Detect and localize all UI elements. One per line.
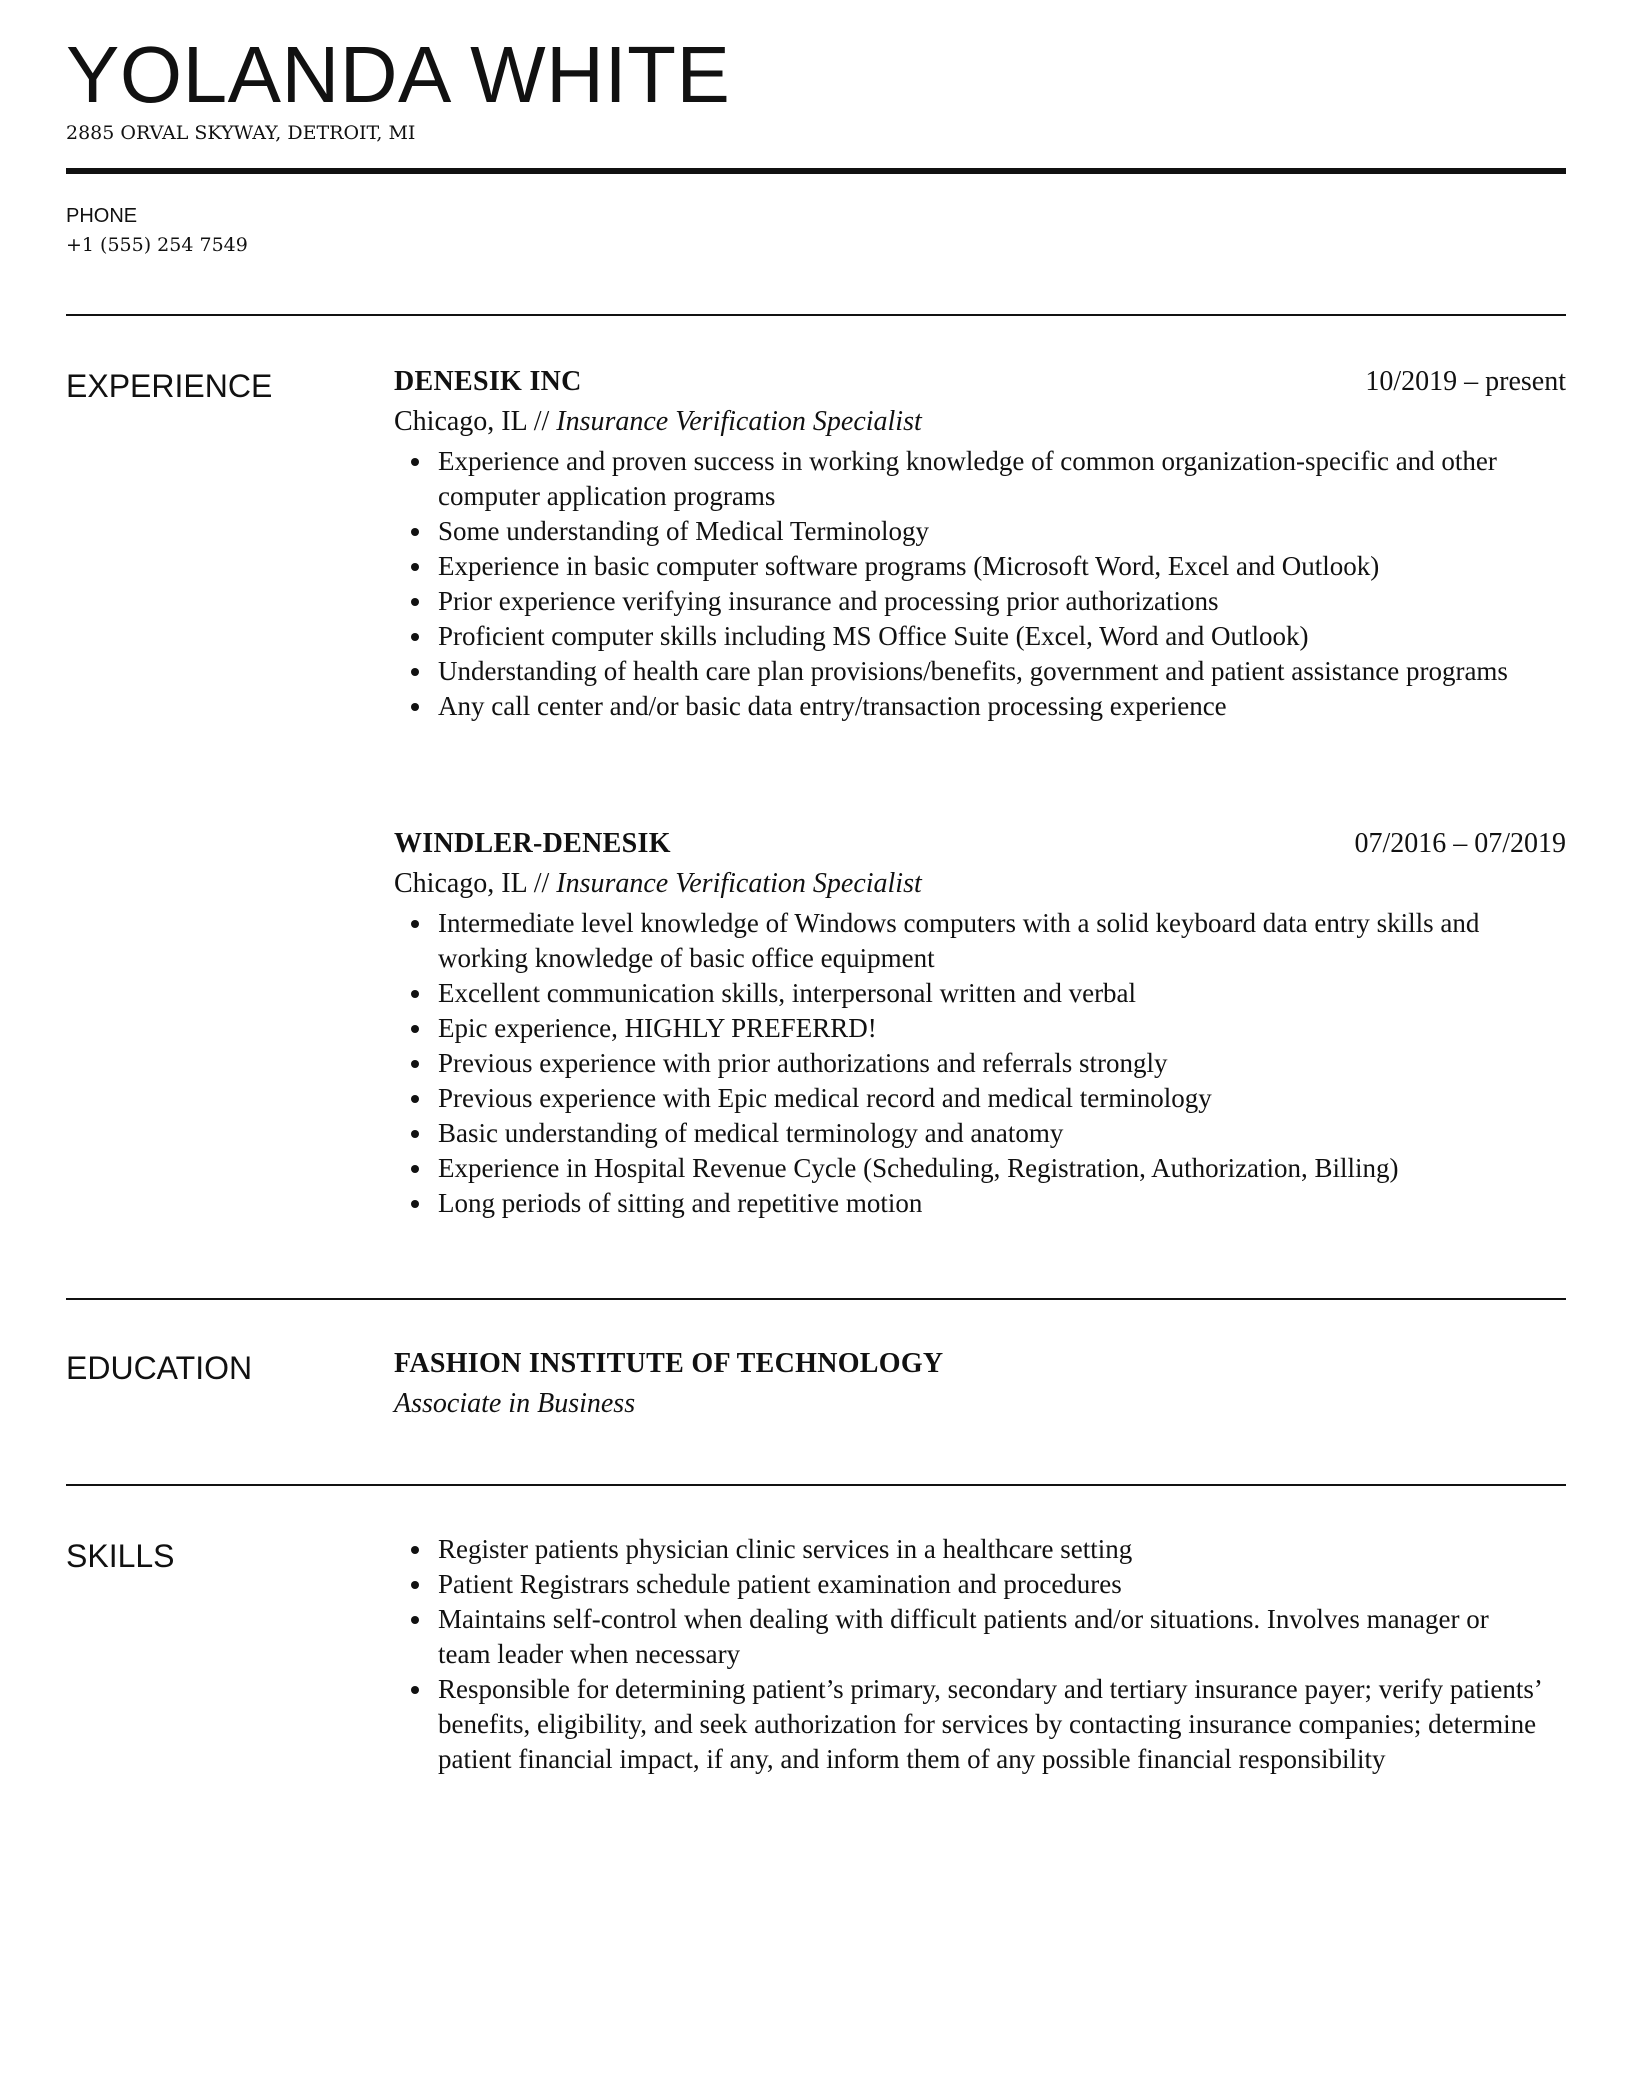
job-bullet: Epic experience, HIGHLY PREFERRD! bbox=[438, 1011, 1566, 1046]
skills-list bbox=[394, 1532, 1566, 1777]
experience-content bbox=[394, 362, 1566, 724]
education-heading: EDUCATION bbox=[66, 1350, 253, 1386]
phone-number: +1 (555) 254 7549 bbox=[66, 234, 248, 256]
school-name: FASHION INSTITUTE OF TECHNOLOGY bbox=[394, 1348, 944, 1379]
skill-item: Patient Registrars schedule patient examination and procedures bbox=[438, 1567, 1566, 1602]
job-bullet: Prior experience verifying insurance and processing prior authorizations bbox=[438, 584, 1566, 619]
skills-heading: SKILLS bbox=[66, 1538, 175, 1574]
job-bullets bbox=[394, 444, 1566, 724]
job-subtitle bbox=[394, 402, 1566, 442]
job-role: Insurance Verification Specialist bbox=[556, 868, 922, 899]
job-bullet: Intermediate level knowledge of Windows computers with a solid keyboard data entry skills and working knowledge of basic office equipment bbox=[438, 906, 1566, 976]
job-bullet: Experience in basic computer software programs (Microsoft Word, Excel and Outlook) bbox=[438, 549, 1566, 584]
candidate-name: YOLANDA WHITE bbox=[66, 30, 731, 119]
job-bullet: Any call center and/or basic data entry/transaction processing experience bbox=[438, 689, 1566, 724]
job-bullet: Long periods of sitting and repetitive motion bbox=[438, 1186, 1566, 1221]
job-separator: // bbox=[526, 406, 557, 437]
job-bullet: Basic understanding of medical terminology and anatomy bbox=[438, 1116, 1566, 1151]
job-company: WINDLER-DENESIK bbox=[394, 828, 671, 859]
job-header bbox=[394, 824, 1566, 864]
job-subtitle bbox=[394, 864, 1566, 904]
skill-item: Responsible for determining patient’s primary, secondary and tertiary insurance payer; verify patients’ benefits, eligibility, and seek authorization for services by contacting insurance companies; determine patient financial impact, if any, and inform them of any possible financial responsibility bbox=[438, 1672, 1566, 1777]
skills-content bbox=[394, 1532, 1566, 1777]
skill-item: Register patients physician clinic services in a healthcare setting bbox=[438, 1532, 1566, 1567]
job-bullet: Experience in Hospital Revenue Cycle (Scheduling, Registration, Authorization, Billing) bbox=[438, 1151, 1566, 1186]
section-divider bbox=[66, 314, 1566, 316]
job-location: Chicago, IL bbox=[394, 868, 527, 899]
experience-heading: EXPERIENCE bbox=[66, 368, 273, 404]
job-bullet: Experience and proven success in working knowledge of common organization-specific and other computer application programs bbox=[438, 444, 1566, 514]
job-bullets bbox=[394, 906, 1566, 1221]
degree-text: Associate in Business bbox=[394, 1388, 636, 1419]
education-content bbox=[394, 1344, 1566, 1424]
phone-label: PHONE bbox=[66, 205, 138, 227]
job-bullet: Previous experience with prior authorizations and referrals strongly bbox=[438, 1046, 1566, 1081]
header-divider bbox=[66, 168, 1566, 174]
section-divider bbox=[66, 1484, 1566, 1486]
degree bbox=[394, 1384, 1566, 1424]
job-bullet: Proficient computer skills including MS Office Suite (Excel, Word and Outlook) bbox=[438, 619, 1566, 654]
section-divider bbox=[66, 1298, 1566, 1300]
job-header bbox=[394, 362, 1566, 402]
job-dates: 10/2019 – present bbox=[1365, 366, 1566, 397]
skill-item: Maintains self-control when dealing with difficult patients and/or situations. Involves manager or team leader when necessary bbox=[438, 1602, 1566, 1672]
experience-content-2 bbox=[394, 824, 1566, 1221]
job-bullet: Previous experience with Epic medical record and medical terminology bbox=[438, 1081, 1566, 1116]
job-location: Chicago, IL bbox=[394, 406, 527, 437]
candidate-address: 2885 ORVAL SKYWAY, DETROIT, MI bbox=[66, 122, 416, 144]
job-company: DENESIK INC bbox=[394, 366, 582, 397]
job-dates: 07/2016 – 07/2019 bbox=[1354, 828, 1566, 859]
job-bullet: Excellent communication skills, interpersonal written and verbal bbox=[438, 976, 1566, 1011]
job-role: Insurance Verification Specialist bbox=[556, 406, 922, 437]
job-separator: // bbox=[526, 868, 557, 899]
job-entry bbox=[394, 824, 1566, 1221]
job-entry bbox=[394, 362, 1566, 724]
job-bullet: Some understanding of Medical Terminology bbox=[438, 514, 1566, 549]
job-bullet: Understanding of health care plan provisions/benefits, government and patient assistance programs bbox=[438, 654, 1566, 689]
